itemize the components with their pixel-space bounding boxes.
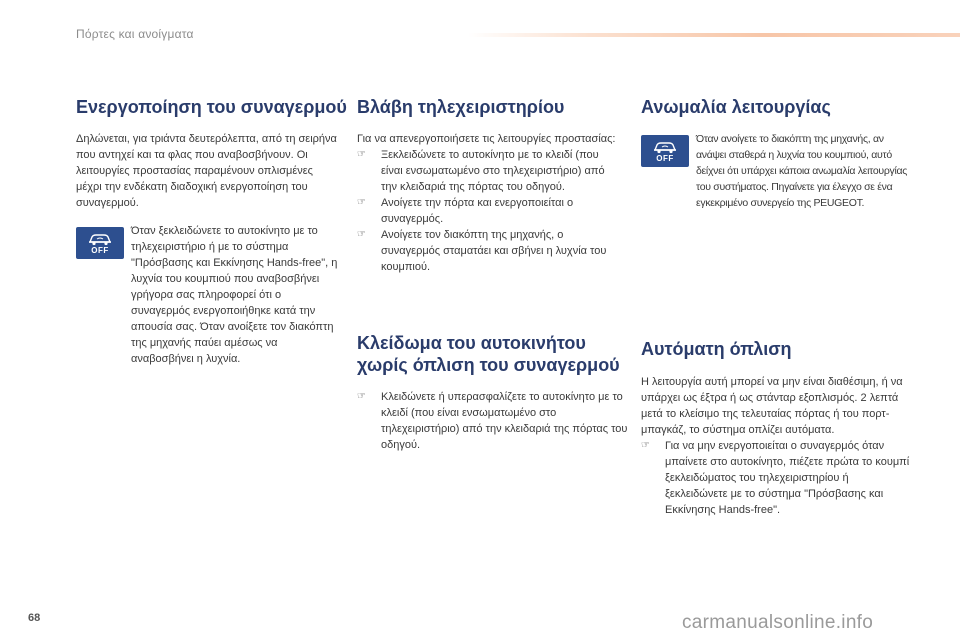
pointing-hand-icon: ☞ <box>357 391 366 402</box>
pointing-hand-icon: ☞ <box>641 440 650 451</box>
alarm-activation-section <box>76 96 347 367</box>
remote-fault-section <box>357 96 619 275</box>
pointing-hand-icon: ☞ <box>357 229 366 240</box>
alarm-activation-heading: Ενεργοποίηση του συναγερμού <box>76 97 347 117</box>
page-number: 68 <box>28 612 41 624</box>
off-label: OFF <box>656 153 674 163</box>
section-title: Πόρτες και ανοίγματα <box>76 27 194 41</box>
auto-arming-heading: Αυτόματη όπλιση <box>641 339 792 359</box>
pointing-hand-icon: ☞ <box>357 197 366 208</box>
lock-steps <box>357 389 637 453</box>
malfunction-note <box>641 131 911 211</box>
malfunction-heading: Ανωμαλία λειτουργίας <box>641 97 831 117</box>
lock-without-alarm-section <box>357 332 637 453</box>
step-text: Ανοίγετε τον διακόπτη της μηχανής, ο συναγερμός σταματάει και σβήνει η λυχνία του κουμπιού. <box>381 229 607 273</box>
watermark: carmanualsonline.info <box>682 612 874 633</box>
malfunction-note-text: Όταν ανοίγετε το διακόπτη της μηχανής, αν ανάψει σταθερά η λυχνία του κουμπιού, αυτό δείχνει ότι υπάρχει κάποια ανωμαλία λειτουργίας του συστήματος. Πηγαίνετε για έλεγχο σε ένα εγκεκριμένο συνεργείο της PEUGEOT. <box>696 133 908 209</box>
auto-arming-lead: Η λειτουργία αυτή μπορεί να μην είναι διαθέσιμη, ή να υπάρχει ως έξτρα ή ως στάνταρ εξοπλισμός. 2 λεπτά μετά το κλείσιμο της τελευταίας πόρτας ή του πορτ-μπαγκάζ, το σύστημα οπλίζει αυτόματα. <box>641 376 903 436</box>
list-item <box>357 147 619 195</box>
auto-arming-section <box>641 338 911 518</box>
remote-fault-steps <box>357 147 619 275</box>
step-text: Για να μην ενεργοποιείται ο συναγερμός όταν μπαίνετε στο αυτοκίνητο, πιέζετε πρώτα το κουμπί ξεκλειδώματος του τηλεχειριστηρίου ή ξεκλειδώνετε με το σύστημα "Πρόσβασης και Εκκίνησης Hands-free". <box>665 440 910 516</box>
step-text: Ξεκλειδώνετε το αυτοκίνητο με το κλειδί (που είναι ενσωματωμένο στο τηλεχειριστήριο) από την κλειδαριά της πόρτας του οδηγού. <box>381 149 605 193</box>
lock-without-alarm-heading: Κλείδωμα του αυτοκινήτου χωρίς όπλιση του συναγερμού <box>357 333 620 375</box>
header-accent-line <box>468 33 960 37</box>
malfunction-off-button-icon <box>641 135 689 167</box>
list-item <box>357 227 619 275</box>
list-item <box>357 389 637 453</box>
alarm-off-button-icon <box>76 227 124 259</box>
malfunction-section <box>641 96 911 211</box>
list-item <box>357 195 619 227</box>
alarm-off-note <box>76 223 338 367</box>
list-item <box>641 438 911 518</box>
off-label: OFF <box>91 245 109 255</box>
remote-fault-heading: Βλάβη τηλεχειριστηρίου <box>357 97 565 117</box>
alarm-activation-intro: Δηλώνεται, για τριάντα δευτερόλεπτα, από τη σειρήνα που αντηχεί και τα φλας που αναβοσβήνουν. Οι λειτουργίες προστασίας παραμένουν οπλισμένες μέχρι την ενδέκατη διαδοχική ενεργοποίηση του συναγερμού. <box>76 133 337 209</box>
step-text: Ανοίγετε την πόρτα και ενεργοποιείται ο συναγερμός. <box>381 197 574 225</box>
auto-arming-steps <box>641 438 911 518</box>
pointing-hand-icon: ☞ <box>357 149 366 160</box>
alarm-off-note-text: Όταν ξεκλειδώνετε το αυτοκίνητο με το τηλεχειριστήριο ή με το σύστημα "Πρόσβασης και Εκκίνησης Hands-free", η λυχνία του κουμπιού που αναβοσβήνει γρήγορα σας πληροφορεί ότι ο συναγερμός ενεργοποιήθηκε κατά την απουσία σας. Όταν ανοίξετε τον διακόπτη της μηχανής παύει αμέσως να αναβοσβήνει η λυχνία. <box>131 225 338 365</box>
page-header <box>0 0 960 70</box>
step-text: Κλειδώνετε ή υπερασφαλίζετε το αυτοκίνητο με το κλειδί (που είναι ενσωματωμένο στο τηλεχειριστήριο) από την κλειδαριά της πόρτας του οδηγού. <box>381 391 628 451</box>
remote-fault-lead: Για να απενεργοποιήσετε τις λειτουργίες προστασίας: <box>357 133 616 145</box>
car-alarm-icon <box>87 232 113 246</box>
car-alarm-icon <box>652 140 678 154</box>
